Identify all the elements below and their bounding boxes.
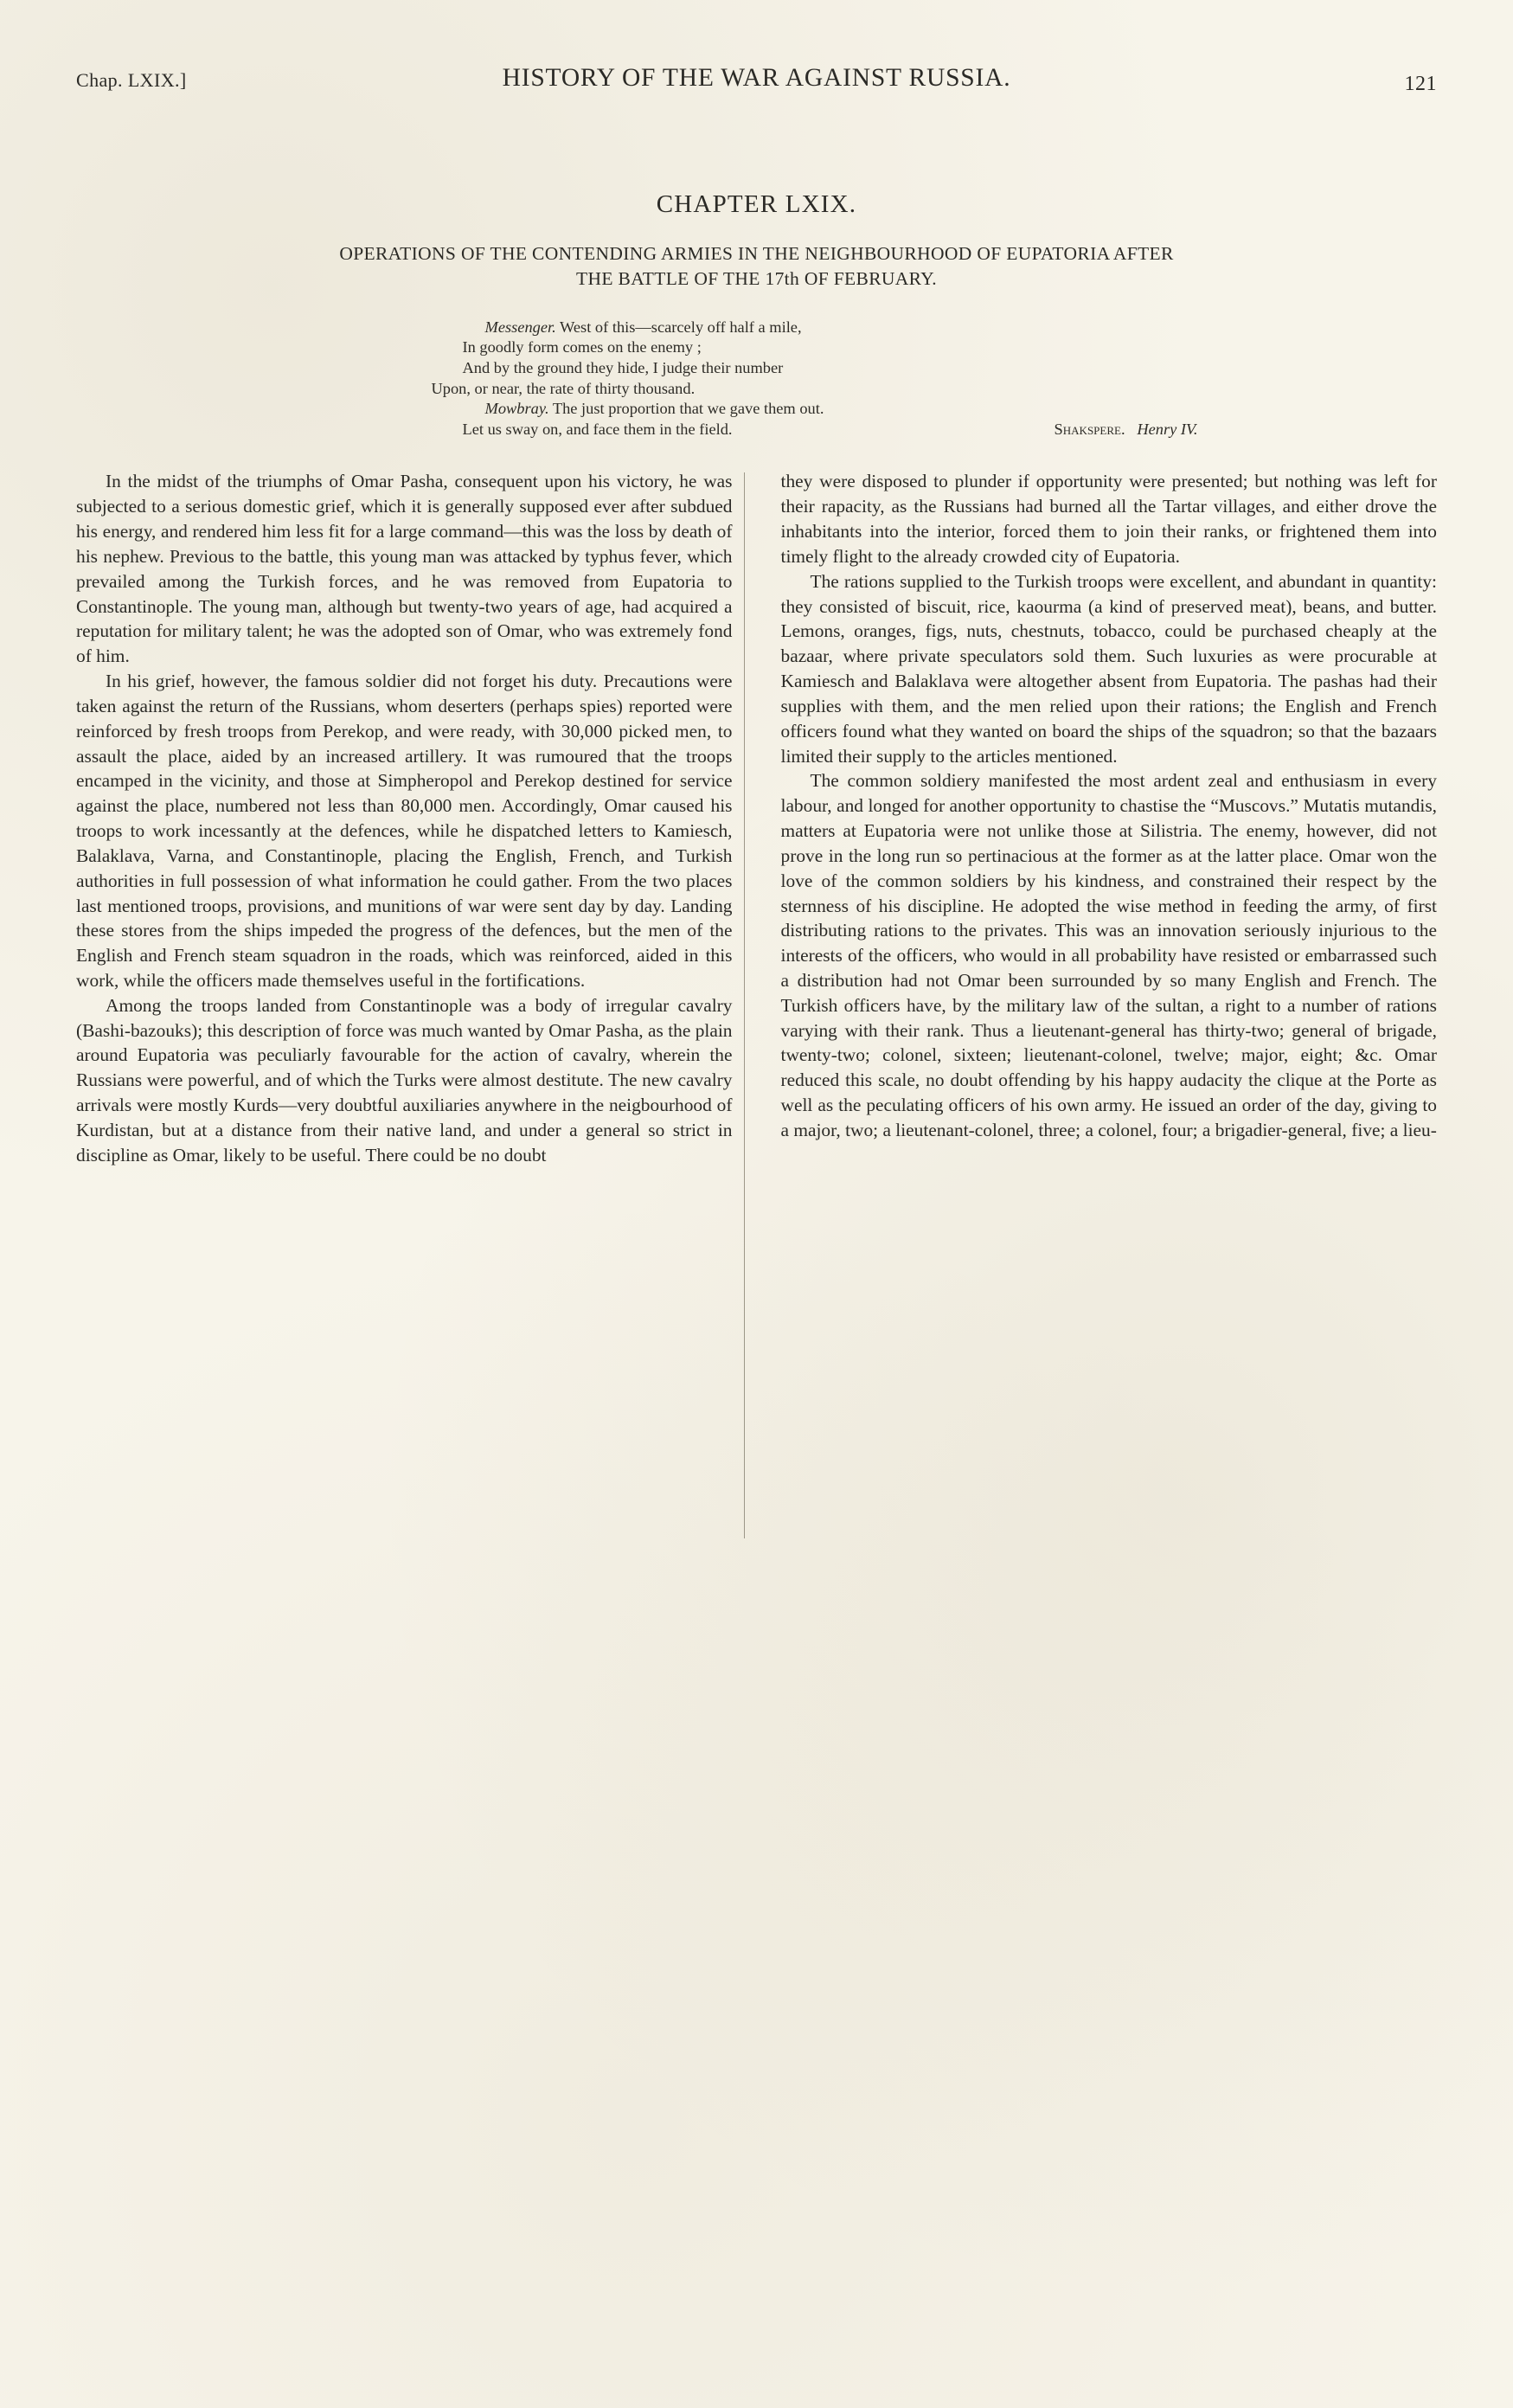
paragraph: In his grief, however, the famous soldier did not forget his duty. Precautions were taken against the return of the Russians, whom deserters (perhaps spies) reported were reinforced by fresh troops from Perekop, and were ready, with 30,000 picked men, to assault the place, aided by an increased artillery. It was rumoured that the troops encamped in the vicinity, and those at Simpheropol and Perekop destined for service against the place, numbered not less than 80,000 men. Accordingly, Omar caused his troops to work incessantly at the defences, while he dispatched letters to Kamiesch, Balaklava, Varna, and Constantinople, placing the English, French, and Turkish authorities in full possession of what information he could gather. From the two places last mentioned troops, provisions, and munitions of war were sent day by day. Landing these stores from the ships impeded the progress of the defences, but the men of the English and French steam squadron in the roads, which was reinforced, aided in this work, while the officers made themselves useful in the fortifications. [76, 671, 733, 991]
body-columns [76, 469, 1437, 1167]
running-head-chapter: Chap. LXIX.] [76, 69, 187, 91]
epigraph-speaker-mowbray: Mowbray. [484, 400, 549, 418]
chapter-title: CHAPTER LXIX. [656, 190, 857, 218]
paragraph: Among the troops landed from Constantinople was a body of irregular cavalry (Bashi-bazouks); this description of force was much wanted by Omar Pasha, as the plain around Eupatoria was peculiarly favourable for the action of cavalry, wherein the Russians were powerful, and of which the Turks were almost destitute. The new cavalry arrivals were mostly Kurds—very doubtful auxiliaries anywhere in the neigbourhood of Kurdistan, but at a distance from their native land, and under a general so strict in discipline as Omar, likely to be useful. There could be no doubt [76, 994, 733, 1165]
page-number: 121 [1404, 73, 1437, 95]
epigraph-speaker-messenger: Messenger. [484, 318, 556, 336]
left-column [76, 469, 755, 1167]
epigraph-line-4: Upon, or near, the rate of thirty thousand. [431, 379, 696, 397]
chapter-subtitle [104, 241, 1410, 292]
paragraph: The rations supplied to the Turkish troops were excellent, and abundant in quantity: they consisted of biscuit, rice, kaourma (a kind of preserved meat), beans, and butter. Lemons, oranges, figs, nuts, chestnuts, tobacco, could be purchased cheaply at the bazaar, where private speculators sold them. Such luxuries as were procurable at Kamiesch and Balaklava were altogether absent from Eupatoria. The pashas had their supplies with them, and the men relied upon their rations; the English and French officers found what they wanted on board the ships of the squadron; so that the bazaars limited their supply to the articles mentioned. [780, 570, 1437, 767]
epigraph-attribution-work: Henry IV. [1137, 420, 1198, 438]
epigraph-line-3: And by the ground they hide, I judge their number [462, 358, 784, 376]
column-divider [744, 472, 745, 1538]
paragraph: The common soldiery manifested the most ardent zeal and enthusiasm in every labour, and longed for another opportunity to chastise the “Muscovs.” Mutatis mutandis, matters at Eupatoria were not unlike those at Silistria. The enemy, however, did not prove in the long run so pertinacious at the former as at the latter place. Omar won the love of the common soldiers by his kindness, and constrained their respect by the sternness of his discipline. He adopted the wise method in feeding the army, of first distributing rations to the privates. This was an innovation seriously injurious to the interests of the officers, who would in all probability have resisted or embarrassed such a distribution had not Omar been surrounded by so many English and French. The Turkish officers have, by the military law of the sultan, a right to a number of rations varying with their rank. Thus a lieutenant-general has thirty-two; general of brigade, twenty-two; colonel, sixteen; lieutenant-colonel, twelve; major, eight; &c. Omar reduced this scale, no doubt offending by his happy audacity the clique at the Porte as well as the peculating officers of his own army. He issued an order of the day, giving to a major, two; a lieutenant-colonel, three; a colonel, four; a brigadier-general, five; a lieu- [780, 770, 1437, 1140]
chapter-subtitle-line-1: OPERATIONS OF THE CONTENDING ARMIES IN THE NEIGHBOURHOOD OF EUPATORIA AFTER [339, 243, 1174, 264]
epigraph-line-5 [316, 399, 1198, 420]
epigraph-line-1-text: West of this—scarcely off half a mile, [560, 318, 802, 336]
paragraph: they were disposed to plunder if opportunity were presented; but nothing was left for their rapacity, as the Russians had burned all the Tartar villages, and either drove the inhabitants into the interior, forced them to join their ranks, or frightened them into timely flight to the already crowded city of Eupatoria. [780, 471, 1437, 567]
epigraph [316, 318, 1198, 440]
paragraph: In the midst of the triumphs of Omar Pasha, consequent upon his victory, he was subjected to a serious domestic grief, which it is generally supposed ever after subdued his energy, and rendered him less fit for a large command—this was the loss by death of his nephew. Previous to the battle, this young man was attacked by typhus fever, which prevailed among the Turkish forces, and he was removed from Eupatoria to Constantinople. The young man, although but twenty-two years of age, had acquired a reputation for military talent; he was the adopted son of Omar, who was extremely fond of him. [76, 471, 733, 667]
epigraph-line-1 [316, 318, 1198, 338]
running-head-title: HISTORY OF THE WAR AGAINST RUSSIA. [502, 64, 1011, 92]
running-head [76, 64, 1437, 109]
chapter-subtitle-line-2: THE BATTLE OF THE 17th OF FEBRUARY. [575, 267, 937, 289]
epigraph-attribution [1055, 420, 1198, 440]
right-column [755, 469, 1438, 1167]
epigraph-line-6-text: Let us sway on, and face them in the field. [462, 420, 733, 438]
epigraph-line-6 [316, 420, 1198, 440]
epigraph-line-2: In goodly form comes on the enemy ; [462, 338, 702, 356]
page-sheet [76, 64, 1437, 2348]
epigraph-attribution-author: Shakspere. [1054, 420, 1125, 438]
epigraph-line-5-text: The just proportion that we gave them out. [552, 400, 824, 418]
